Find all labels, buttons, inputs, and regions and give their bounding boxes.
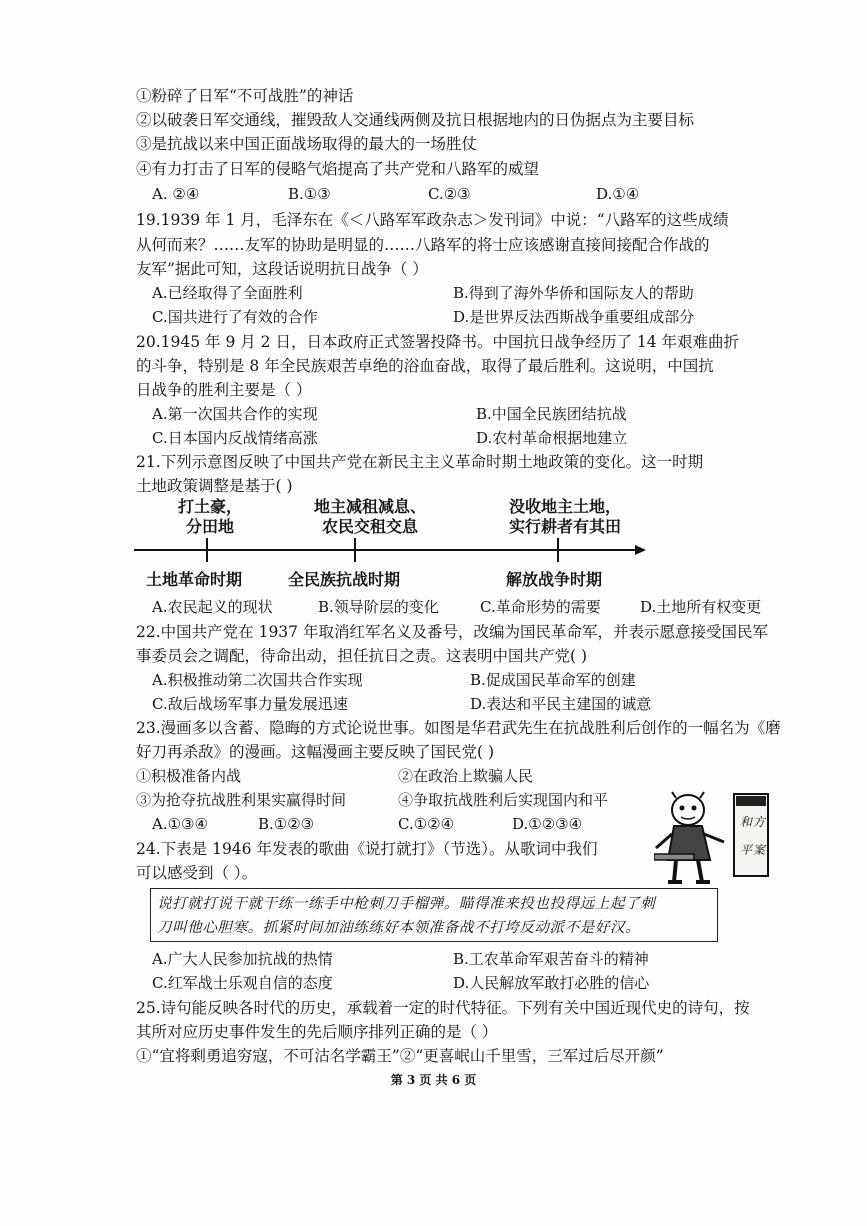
- q21-option-a: A.农民起义的现状: [152, 598, 273, 616]
- lyrics-line-1: 说打就打说干就干练一练手中枪刺刀手榴弹。瞄得准来投也投得远上起了刺: [157, 896, 656, 912]
- q21-option-c: C.革命形势的需要: [480, 598, 601, 616]
- character-head: [672, 795, 704, 825]
- timeline-arrowhead: [635, 545, 646, 555]
- q23-option-a: A.①③④: [152, 815, 208, 833]
- q19-stem-line-1: 19.1939 年 1 月，毛泽东在《＜八路军军政杂志＞发刊词》中说：“八路军的这些成绩: [136, 211, 729, 229]
- q18-item-3: ③是抗战以来中国正面战场取得的最大的一场胜仗: [136, 135, 478, 153]
- q20-stem-line-3: 日战争的胜利主要是（ ）: [136, 381, 312, 399]
- q21-option-d: D.土地所有权变更: [640, 598, 762, 616]
- q20-stem-line-2: 的斗争，特别是 8 年全民族艰苦卓绝的浴血奋战，取得了最后胜利。这说明，中国抗: [136, 357, 714, 375]
- q23-option-d: D.①②③④: [512, 815, 583, 833]
- q23-stem-line-2: 好刀再杀敌》的漫画。这幅漫画主要反映了国民党( ): [136, 743, 495, 761]
- lyrics-box: [150, 888, 718, 942]
- q19-stem-line-2: 从何而来？……友军的协助是明显的……八路军的将士应该感谢直接间接配合作战的: [136, 236, 710, 254]
- q22-option-b: B.促成国民革命军的创建: [470, 671, 636, 689]
- q18-item-4: ④有力打击了日军的侵略气焰提高了共产党和八路军的威望: [136, 160, 540, 178]
- q19-option-b: B.得到了海外华侨和国际友人的帮助: [453, 284, 694, 302]
- q21-stem-line-1: 21.下列示意图反映了中国共产党在新民主主义革命时期土地政策的变化。这一时期: [136, 453, 704, 471]
- q23-option-c: C.①②④: [398, 815, 455, 833]
- q19-option-d: D.是世界反法西斯战争重要组成部分: [453, 308, 695, 326]
- q19-option-a: A.已经取得了全面胜利: [152, 284, 303, 302]
- q25-stem-line-2: 其所对应历史事件发生的先后顺序排列正确的是（ ）: [136, 1023, 498, 1041]
- q24-stem-line-2: 可以感受到（ ）。: [136, 864, 258, 882]
- policy-3: 没收地主土地， 实行耕者有其田: [508, 497, 621, 536]
- q20-option-a: A.第一次国共合作的实现: [152, 405, 318, 423]
- q22-option-c: C.敌后战场军事力量发展迅速: [152, 695, 348, 713]
- q19-stem-line-3: 友军”据此可知，这段话说明抗日战争（ ）: [136, 260, 428, 278]
- q18-item-2: ②以破袭日军交通线，摧毁敌人交通线两侧及抗日根据地内的日伪据点为主要目标: [136, 111, 695, 129]
- q22-option-d: D.表达和平民主建国的诚意: [470, 695, 652, 713]
- svg-text:案: 案: [753, 843, 766, 857]
- policy-1: 打土豪， 分田地: [177, 497, 242, 536]
- svg-text:平: 平: [740, 843, 753, 857]
- q24-option-d: D.人民解放军敢打必胜的信心: [453, 974, 650, 992]
- q23-item-1: ①积极准备内战: [136, 767, 242, 785]
- period-1: 土地革命时期: [146, 570, 243, 589]
- q22-option-a: A.积极推动第二次国共合作实现: [152, 671, 363, 689]
- q23-option-b: B.①②③: [258, 815, 315, 833]
- q18-option-a: A. ②④: [152, 185, 200, 203]
- q24-option-c: C.红军战士乐观自信的态度: [152, 974, 333, 992]
- q22-stem-line-2: 事委员会之调配，待命出动，担任抗日之责。这表明中国共产党( ): [136, 647, 588, 665]
- q21-option-b: B.领导阶层的变化: [318, 598, 439, 616]
- q23-item-2: ②在政治上欺骗人民: [398, 767, 534, 785]
- q24-stem-line-1: 24.下表是 1946 年发表的歌曲《说打就打》（节选）。从歌词中我们: [136, 840, 598, 858]
- period-3: 解放战争时期: [506, 570, 603, 589]
- timeline-axis: [130, 535, 650, 565]
- period-2: 全民族抗战时期: [288, 570, 401, 589]
- svg-text:和: 和: [740, 815, 753, 829]
- q20-stem-line-1: 20.1945 年 9 月 2 日，日本政府正式签署投降书。中国抗日战争经历了 14 年艰难曲折: [136, 333, 740, 351]
- q18-option-c: C.②③: [428, 185, 471, 203]
- q20-option-c: C.日本国内反战情绪高涨: [152, 429, 318, 447]
- q21-stem-line-2: 土地政策调整是基于( ): [136, 477, 293, 495]
- q22-stem-line-1: 22.中国共产党在 1937 年取消红军名义及番号，改编为国民革命军，并表示愿意接受国民军: [136, 623, 768, 641]
- page-footer: 第 3 页 共 6 页: [390, 1073, 477, 1087]
- q23-item-4: ④争取抗战胜利后实现国内和平: [398, 791, 609, 809]
- policy-2: 地主减租减息、 农民交租交息: [313, 497, 426, 536]
- q25-stem-line-3: ①“宜将剩勇追穷寇，不可沽名学霸王”②“更喜岷山千里雪，三军过后尽开颜”: [136, 1047, 664, 1065]
- q24-option-a: A.广大人民参加抗战的热情: [152, 950, 333, 968]
- q25-stem-line-1: 25.诗句能反映各时代的历史，承载着一定的时代特征。下列有关中国近现代史的诗句，按: [136, 999, 750, 1017]
- q24-option-b: B.工农革命军艰苦奋斗的精神: [453, 950, 649, 968]
- q18-option-b: B.①③: [288, 185, 331, 203]
- q23-item-3: ③为抢夺抗战胜利果实赢得时间: [136, 791, 347, 809]
- q20-option-b: B.中国全民族团结抗战: [476, 405, 627, 423]
- q19-option-c: C.国共进行了有效的合作: [152, 308, 318, 326]
- lyrics-line-2: 刀叫他心胆寒。抓紧时间加油练练好本领准备战不打垮反动派不是好汉。: [157, 920, 641, 936]
- q18-item-1: ①粉碎了日军“不可战胜”的神话: [136, 87, 354, 105]
- q20-option-d: D.农村革命根据地建立: [476, 429, 628, 447]
- q18-option-d: D.①④: [596, 185, 640, 203]
- svg-text:方: 方: [753, 815, 766, 829]
- q23-stem-line-1: 23.漫画多以含蓄、隐晦的方式论说世事。如图是华君武先生在抗战胜利后创作的一幅名为《磨: [136, 719, 781, 737]
